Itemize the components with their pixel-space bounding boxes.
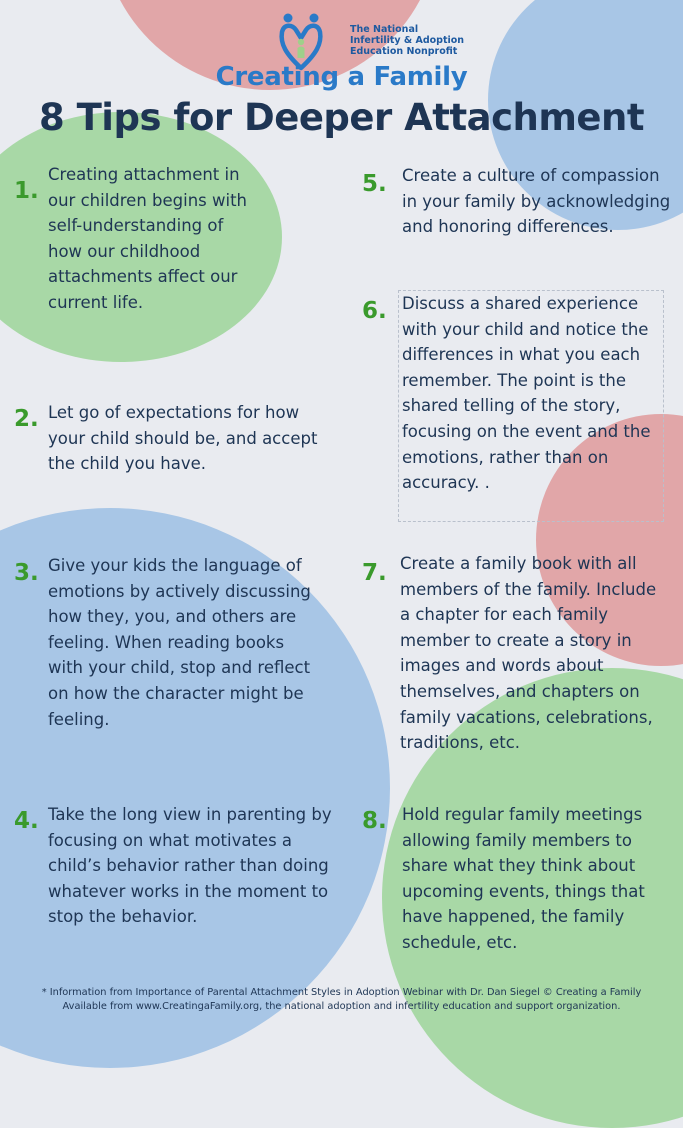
page-title: 8 Tips for Deeper Attachment [38, 96, 645, 139]
footer-credits [0, 986, 683, 1014]
brand-name: Creating a Family [215, 62, 468, 92]
org-tagline-line-1: The National [350, 24, 419, 35]
tip-text: Let go of expectations for how your child should be, and accept the child you have. [48, 403, 318, 474]
tip-number: 2. [14, 406, 39, 432]
footer-source-line: * Information from Importance of Parental Attachment Styles in Adoption Webinar with Dr. Dan Siegel © Creating a Family [41, 987, 642, 998]
tip-text: Discuss a shared experience with your child and notice the differences in what you each remember. The point is the shared telling of the story, focusing on the event and the emotions, rather than on accuracy. . [402, 294, 651, 493]
tip-number: 3. [14, 560, 39, 586]
tip-text: Give your kids the language of emotions by actively discussing how they, you, and others are feeling. When reading books with your child, stop and reflect on how the character might be feeling. [48, 556, 311, 729]
tip-number: 7. [362, 560, 387, 586]
org-tagline-line-3: Education Nonprofit [350, 46, 458, 57]
header [0, 0, 683, 150]
tip-number: 5. [362, 171, 387, 197]
footer-availability-line: Available from www.CreatingaFamily.org, the national adoption and infertility education and support organization. [62, 1001, 621, 1012]
tip-text: Hold regular family meetings allowing family members to share what they think about upcoming events, things that have happened, the family schedule, etc. [402, 805, 645, 952]
tip-number: 6. [362, 298, 387, 324]
tip-number: 4. [14, 808, 39, 834]
tip-text: Create a culture of compassion in your family by acknowledging and honoring differences. [402, 166, 671, 237]
tip-number: 8. [362, 808, 387, 834]
tip-text: Creating attachment in our children begins with self-understanding of how our childhood attachments affect our current life. [48, 165, 248, 312]
tip-text: Create a family book with all members of the family. Include a chapter for each family member to create a story in images and words about themselves, and chapters on family vacations, celebrations, traditions, etc. [400, 554, 657, 753]
org-tagline-line-2: Infertility & Adoption [350, 35, 465, 46]
tip-number: 1. [14, 178, 39, 204]
tip-text: Take the long view in parenting by focusing on what motivates a child’s behavior rather than doing whatever works in the moment to stop the behavior. [48, 805, 332, 927]
